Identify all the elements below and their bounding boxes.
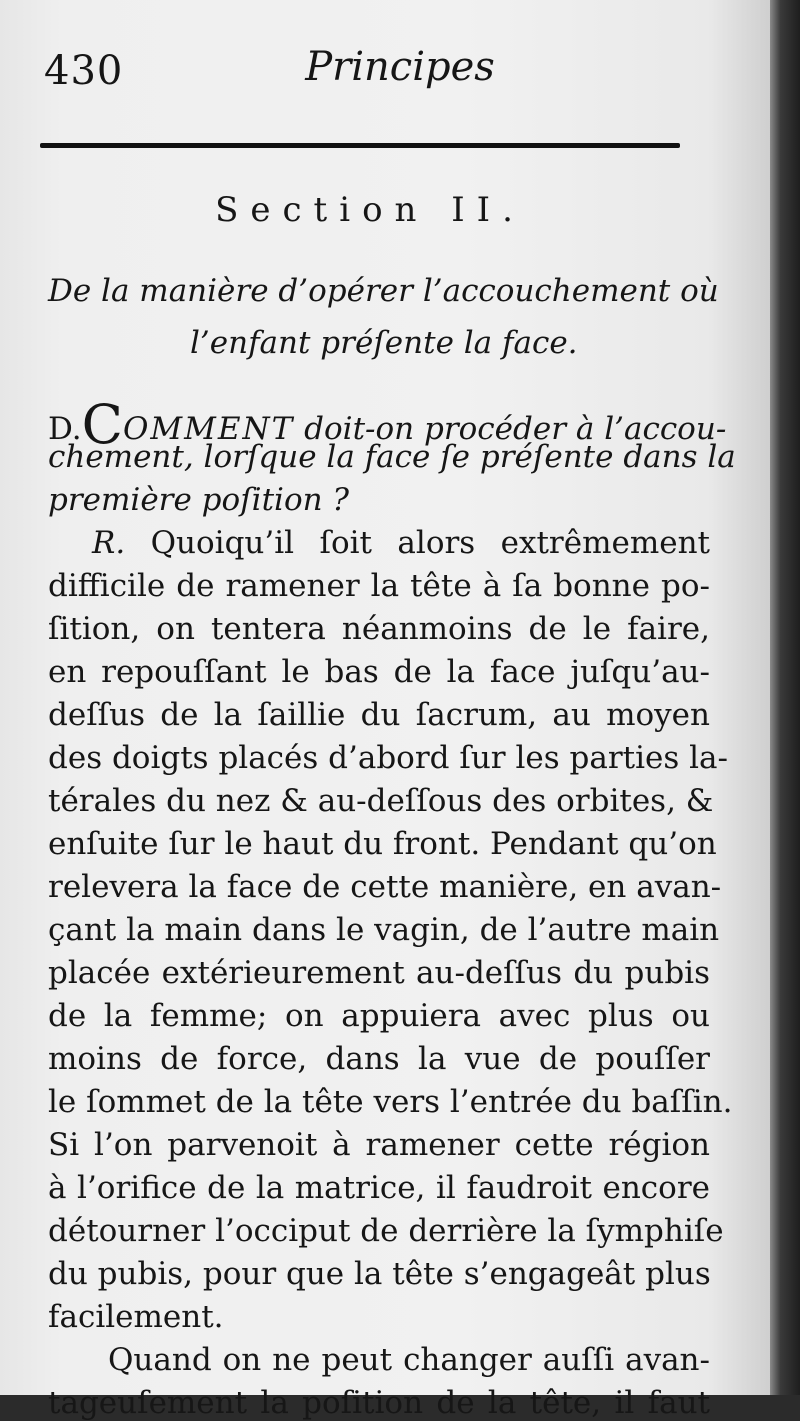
answer-line-18: du pubis, pour que la tête s’engageât plus — [48, 1256, 711, 1292]
answer-prefix: R. — [92, 525, 126, 561]
answer-line-2: difficile de ramener la tête à ſa bonne po- — [48, 568, 710, 604]
answer-line-11: placée extérieurement au-deſſus du pubis — [48, 955, 710, 991]
answer-line-6: des doigts placés d’abord ſur les parties la- — [48, 740, 728, 776]
answer-line-3: ſition, on tentera néanmoins de le faire, — [48, 611, 710, 647]
page-edge-shadow — [770, 0, 800, 1395]
section-subtitle-line-2: l’enfant préſente la face. — [190, 325, 578, 361]
answer-line-13: moins de force, dans la vue de pouſſer — [48, 1041, 710, 1077]
header-rule — [40, 143, 680, 148]
answer-line-10: çant la main dans le vagin, de l’autre main — [48, 912, 720, 948]
answer-line-17: détourner l’occiput de derrière la ſymphiſe — [48, 1213, 724, 1249]
running-head — [0, 44, 770, 90]
answer-line-12: de la femme; on appuiera avec plus ou — [48, 998, 710, 1034]
question-line-3: première poſition ? — [48, 482, 350, 518]
answer-line-9: relevera la face de cette manière, en avan- — [48, 869, 722, 905]
next-paragraph-line-1: Quand on ne peut changer auſſi avan- — [108, 1342, 710, 1378]
answer-line-19: facilement. — [48, 1299, 224, 1335]
answer-line-5: deſſus de la ſaillie du ſacrum, au moyen — [48, 697, 710, 733]
question-prefix: D. — [48, 411, 82, 447]
answer-text-1: Quoiqu’il ſoit alors extrêmement — [150, 525, 710, 561]
question-dropcap: C — [81, 393, 123, 456]
answer-line-7: térales du nez & au-deſſous des orbites, & — [48, 783, 714, 819]
section-title: Section II. — [215, 190, 525, 230]
next-paragraph-line-2: tageuſement la poſition de la tête, il faut — [48, 1385, 710, 1421]
answer-line-14: le ſommet de la tête vers l’entrée du baſſin. — [48, 1084, 733, 1120]
section-subtitle-line-1: De la manière d’opérer l’accouchement où — [48, 273, 719, 309]
answer-line-1 — [92, 525, 710, 561]
page-number: 430 — [44, 48, 124, 94]
running-title: Principes — [305, 44, 495, 90]
answer-line-16: à l’orifice de la matrice, il faudroit encore — [48, 1170, 710, 1206]
question-smallcaps: OMMENT — [122, 411, 295, 447]
question-text-1: doit-on procéder à l’accou- — [304, 411, 727, 447]
question-line-2: chement, lorſque la face ſe préſente dans la — [48, 439, 736, 475]
answer-line-15: Si l’on parvenoit à ramener cette région — [48, 1127, 710, 1163]
answer-line-4: en repouſſant le bas de la face juſqu’au- — [48, 654, 710, 690]
answer-line-8: enſuite ſur le haut du front. Pendant qu’on — [48, 826, 717, 862]
